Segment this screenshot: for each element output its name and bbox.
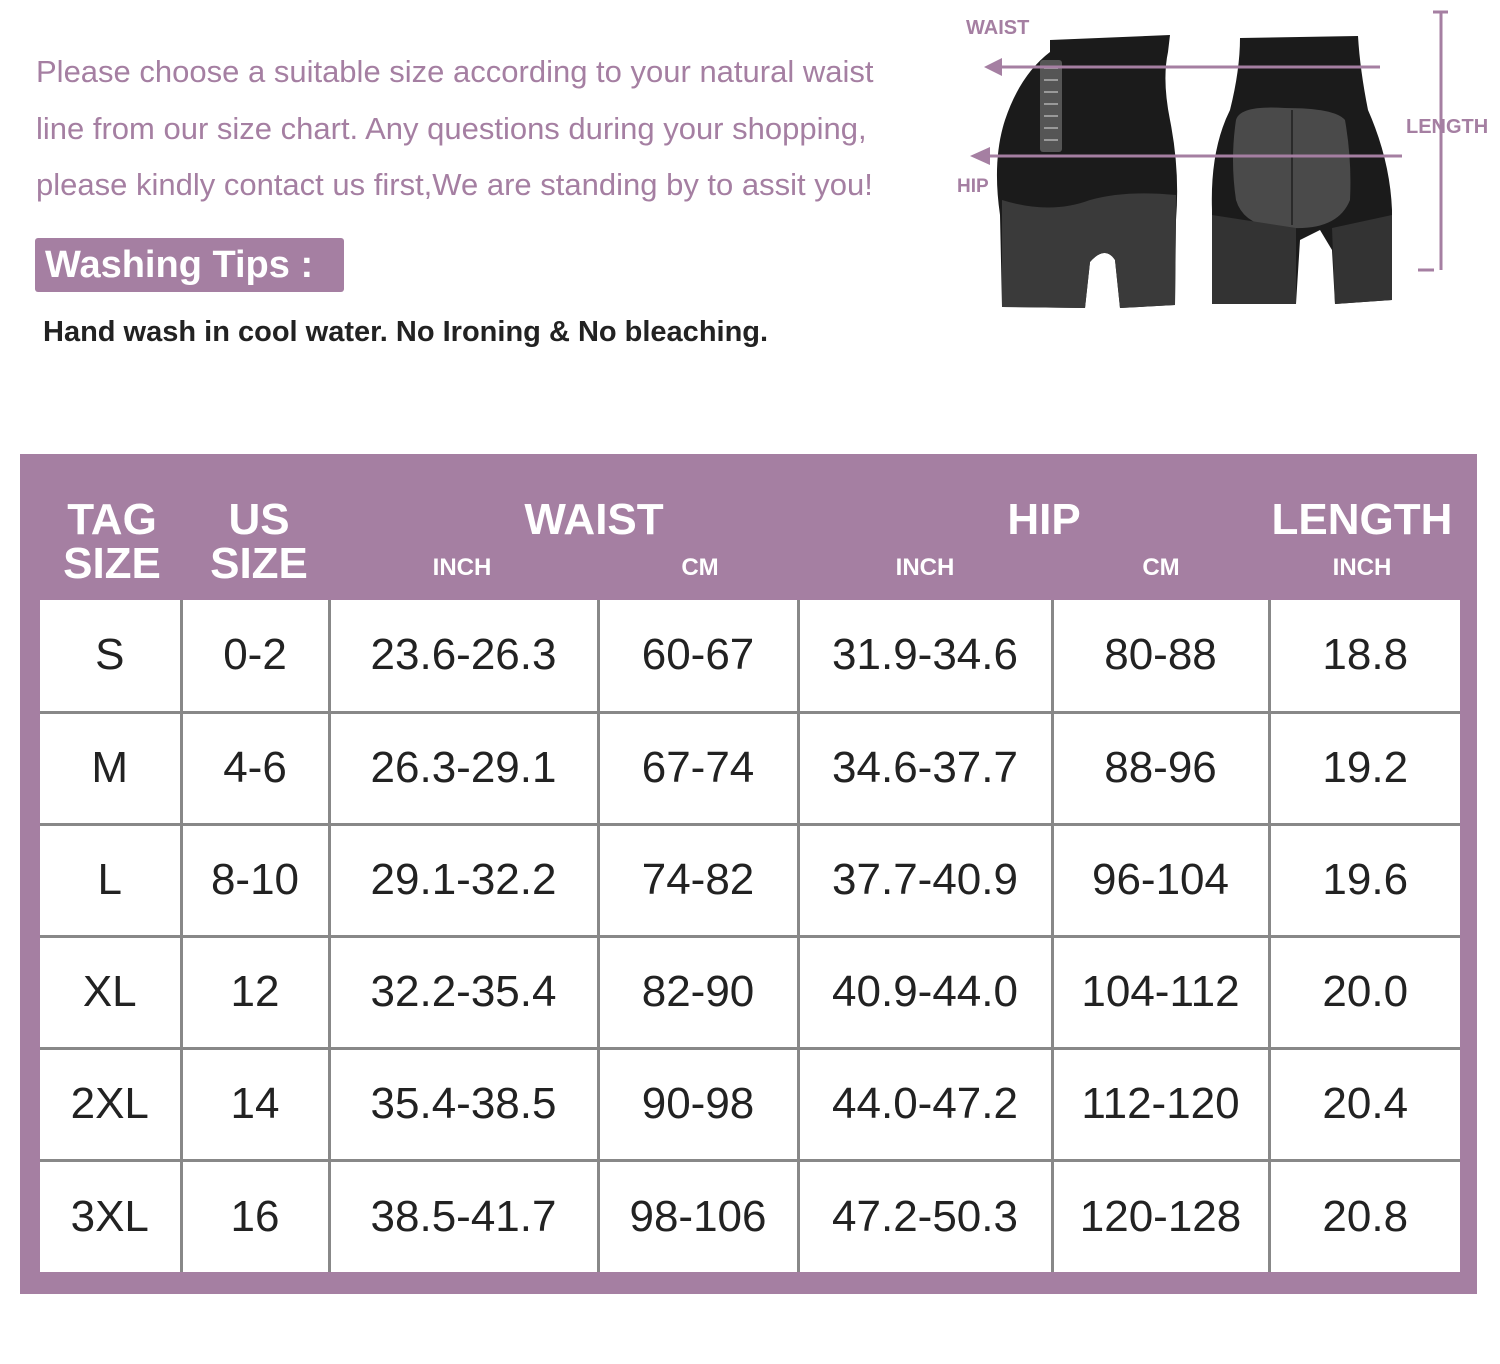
waist-cm-cell: 98-106 [598, 1160, 798, 1272]
length-inch-cell: 19.2 [1269, 712, 1460, 824]
washing-tips-badge: Washing Tips : [35, 238, 344, 292]
us-size-cell: 8-10 [181, 824, 329, 936]
hip-inch-header: INCH [895, 554, 955, 581]
intro-line: Please choose a suitable size according to your natural waist [36, 54, 874, 89]
waist-inch-header: INCH [432, 554, 492, 581]
hip-cm-cell: 104-112 [1052, 936, 1269, 1048]
tag-size-cell: M [40, 712, 181, 824]
waist-header: WAIST [524, 495, 664, 544]
garment-front-image [997, 35, 1177, 308]
hip-inch-cell: 47.2-50.3 [798, 1160, 1052, 1272]
hip-label: HIP [957, 176, 989, 197]
us-size-cell: 14 [181, 1048, 329, 1160]
hip-cm-cell: 80-88 [1052, 600, 1269, 712]
size-chart [20, 454, 1477, 1294]
us-size-cell: 0-2 [181, 600, 329, 712]
hip-cm-header: CM [1142, 554, 1180, 581]
hip-cm-cell: 112-120 [1052, 1048, 1269, 1160]
tag-size-cell: XL [40, 936, 181, 1048]
waist-inch-cell: 38.5-41.7 [329, 1160, 598, 1272]
hip-cm-cell: 88-96 [1052, 712, 1269, 824]
tag-size-cell: 2XL [40, 1048, 181, 1160]
length-inch-cell: 19.6 [1269, 824, 1460, 936]
us-size-header-line1: US [228, 495, 290, 544]
hip-header: HIP [1007, 495, 1081, 544]
table-row [40, 824, 1460, 936]
hip-cm-cell: 120-128 [1052, 1160, 1269, 1272]
length-inch-cell: 20.8 [1269, 1160, 1460, 1272]
hip-inch-cell: 34.6-37.7 [798, 712, 1052, 824]
hip-inch-cell: 31.9-34.6 [798, 600, 1052, 712]
tag-size-header-line2: SIZE [63, 539, 161, 588]
intro-line: please kindly contact us first,We are standing by to assit you! [36, 167, 873, 202]
table-row [40, 1048, 1460, 1160]
hip-inch-cell: 40.9-44.0 [798, 936, 1052, 1048]
tag-size-header-line1: TAG [67, 495, 157, 544]
table-row [40, 712, 1460, 824]
hip-inch-cell: 37.7-40.9 [798, 824, 1052, 936]
length-inch-header: INCH [1332, 554, 1392, 581]
waist-inch-cell: 23.6-26.3 [329, 600, 598, 712]
length-header: LENGTH [1271, 495, 1453, 544]
table-row [40, 936, 1460, 1048]
waist-cm-cell: 90-98 [598, 1048, 798, 1160]
waist-inch-cell: 32.2-35.4 [329, 936, 598, 1048]
us-size-cell: 16 [181, 1160, 329, 1272]
waist-cm-cell: 60-67 [598, 600, 798, 712]
waist-label: WAIST [966, 17, 1030, 39]
us-size-cell: 12 [181, 936, 329, 1048]
table-row [40, 1160, 1460, 1272]
us-size-cell: 4-6 [181, 712, 329, 824]
length-inch-cell: 20.4 [1269, 1048, 1460, 1160]
table-row [40, 600, 1460, 712]
washing-tips-text: Hand wash in cool water. No Ironing & No bleaching. [43, 316, 769, 348]
waist-cm-cell: 82-90 [598, 936, 798, 1048]
us-size-header-line2: SIZE [210, 539, 308, 588]
tag-size-cell: 3XL [40, 1160, 181, 1272]
length-inch-cell: 18.8 [1269, 600, 1460, 712]
waist-cm-cell: 74-82 [598, 824, 798, 936]
length-inch-cell: 20.0 [1269, 936, 1460, 1048]
waist-inch-cell: 35.4-38.5 [329, 1048, 598, 1160]
tag-size-cell: S [40, 600, 181, 712]
waist-inch-cell: 29.1-32.2 [329, 824, 598, 936]
hip-inch-cell: 44.0-47.2 [798, 1048, 1052, 1160]
size-table [40, 600, 1460, 1272]
intro-line: line from our size chart. Any questions during your shopping, [36, 110, 867, 146]
hip-cm-cell: 96-104 [1052, 824, 1269, 936]
tag-size-cell: L [40, 824, 181, 936]
intro-text [36, 44, 936, 214]
measurement-diagram [940, 0, 1500, 330]
waist-inch-cell: 26.3-29.1 [329, 712, 598, 824]
waist-cm-header: CM [681, 554, 719, 581]
garment-back-image [1212, 36, 1392, 304]
length-label: LENGTH [1406, 116, 1489, 138]
waist-cm-cell: 67-74 [598, 712, 798, 824]
